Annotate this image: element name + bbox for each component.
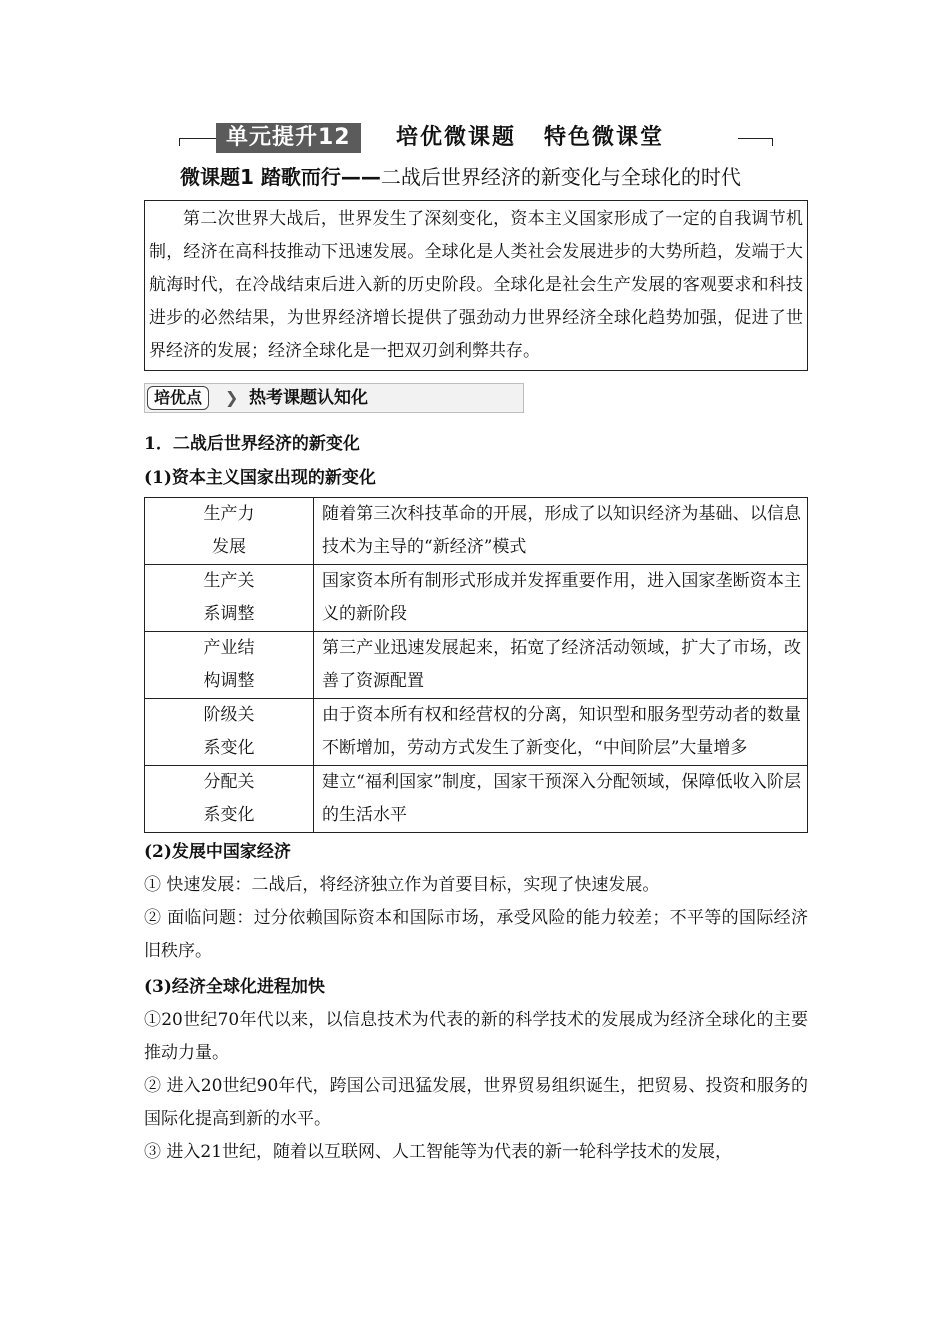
table-key-cell: 生产力 发展 (145, 498, 314, 565)
subheading-2: (2)发展中国家经济 (144, 842, 291, 862)
banner-title-a: 培优微课题 (396, 125, 517, 150)
paragraph-rapid-development: ① 快速发展：二战后，将经济独立作为首要目标，实现了快速发展。 (144, 875, 660, 895)
document-page (144, 120, 808, 1169)
table-row (145, 498, 808, 565)
table-row (145, 565, 808, 632)
lesson-subtitle (180, 162, 808, 192)
section-tag (144, 383, 524, 413)
table-value-cell: 第三产业迅速发展起来，拓宽了经济活动领域，扩大了市场，改善了资源配置 (314, 632, 808, 699)
table-key-cell: 产业结 构调整 (145, 632, 314, 699)
subheading-1: (1)资本主义国家出现的新变化 (144, 468, 376, 488)
table-value-cell: 由于资本所有权和经营权的分离，知识型和服务型劳动者的数量不断增加，劳动方式发生了新变化，“中间阶层”大量增多 (314, 699, 808, 766)
table-value-cell: 建立“福利国家”制度，国家干预深入分配领域，保障低收入阶层的生活水平 (314, 766, 808, 833)
section-tag-row (144, 383, 808, 413)
table-key-cell: 生产关 系调整 (145, 565, 314, 632)
table-row (145, 766, 808, 833)
chevron-right-icon: ❯ (225, 388, 239, 407)
banner-title-b: 特色微课堂 (544, 125, 665, 150)
table-value-cell: 国家资本所有制形式形成并发挥重要作用，进入国家垄断资本主义的新阶段 (314, 565, 808, 632)
heading-1: 1．二战后世界经济的新变化 (144, 434, 360, 454)
changes-table (144, 497, 808, 833)
header-banner (144, 120, 808, 156)
table-key-cell: 阶级关 系变化 (145, 699, 314, 766)
paragraph-1990s: ② 进入20世纪90年代，跨国公司迅猛发展，世界贸易组织诞生，把贸易、投资和服务的国际化提高到新的水平。 (144, 1076, 808, 1129)
subheading-3: (3)经济全球化进程加快 (144, 977, 325, 997)
intro-box: 第二次世界大战后，世界发生了深刻变化，资本主义国家形成了一定的自我调节机制，经济在高科技推动下迅速发展。全球化是人类社会发展进步的大势所趋，发端于大航海时代，在冷战结束后进入新的历史阶段。全球化是社会生产发展的客观要求和科技进步的必然结果，为世界经济增长提供了强劲动力世界经济全球化趋势加强，促进了世界经济的发展；经济全球化是一把双刃剑利弊共存。 (144, 200, 808, 371)
subtitle-strong: 微课题1 踏歌而行—— (180, 165, 381, 189)
table-value-cell: 随着第三次科技革命的开展，形成了以知识经济为基础、以信息技术为主导的“新经济”模式 (314, 498, 808, 565)
table-row (145, 699, 808, 766)
subtitle-rest: 二战后世界经济的新变化与全球化的时代 (380, 165, 741, 189)
paragraph-21st-century: ③ 进入21世纪，随着以互联网、人工智能等为代表的新一轮科学技术的发展， (144, 1142, 733, 1162)
paragraph-problems: ② 面临问题：过分依赖国际资本和国际市场，承受风险的能力较差；不平等的国际经济旧秩序。 (144, 908, 808, 961)
table-row (145, 632, 808, 699)
section-tag-title: 热考课题认知化 (249, 388, 368, 408)
section-tag-label: 培优点 (147, 386, 209, 410)
unit-badge: 单元提升12 (216, 123, 361, 153)
banner-rule-right (738, 138, 772, 139)
paragraph-1970s: ①20世纪70年代以来，以信息技术为代表的新的科学技术的发展成为经济全球化的主要推动力量。 (144, 1010, 808, 1063)
table-key-cell: 分配关 系变化 (145, 766, 314, 833)
banner-title (396, 122, 664, 154)
